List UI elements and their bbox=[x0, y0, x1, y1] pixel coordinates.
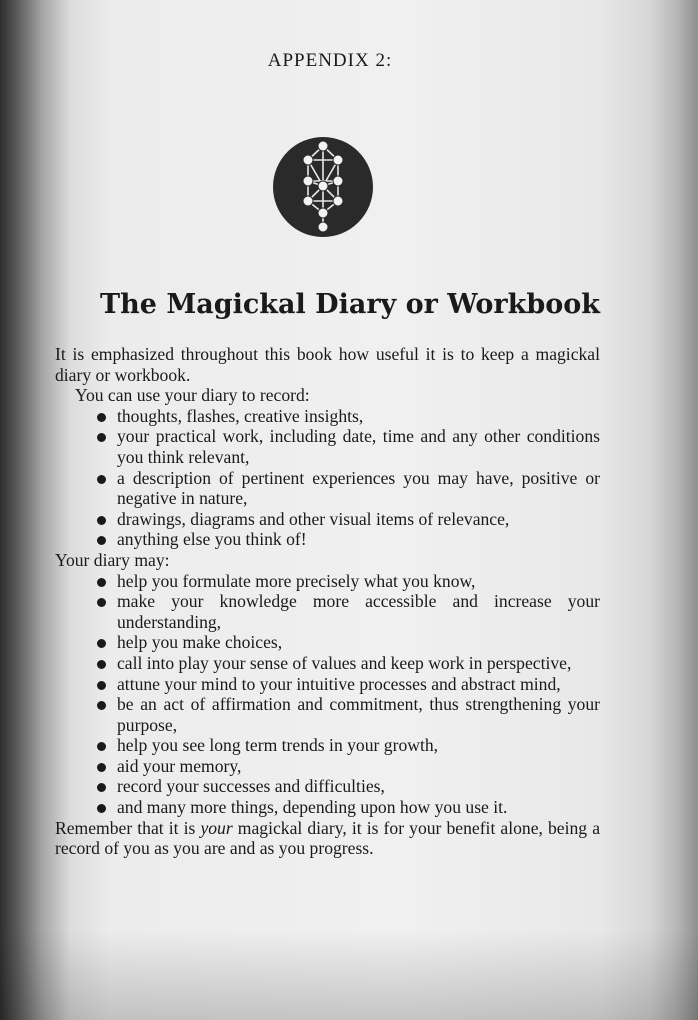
bullet-icon bbox=[97, 701, 106, 710]
tree-of-life-icon bbox=[272, 136, 374, 238]
record-lead: You can use your diary to record: bbox=[75, 385, 310, 406]
list-item: attune your mind to your intuitive processes and abstract mind, bbox=[117, 674, 600, 695]
list-item: your practical work, including date, time and any other conditions you think relevant, bbox=[117, 426, 600, 467]
page-title: The Magickal Diary or Workbook bbox=[100, 289, 600, 320]
bullet-icon bbox=[97, 660, 106, 669]
may-heading: Your diary may: bbox=[55, 549, 170, 570]
bullet-icon bbox=[97, 763, 106, 772]
list-item: help you make choices, bbox=[117, 632, 600, 653]
list-item: help you formulate more precisely what you know, bbox=[117, 571, 600, 592]
bullet-icon bbox=[97, 433, 106, 442]
body-text bbox=[55, 344, 600, 859]
list-item: record your successes and difficulties, bbox=[117, 776, 600, 797]
list-item: drawings, diagrams and other visual items of relevance, bbox=[117, 509, 600, 530]
list-item: anything else you think of! bbox=[117, 529, 600, 550]
bullet-icon bbox=[97, 639, 106, 648]
list-item: thoughts, flashes, creative insights, bbox=[117, 406, 600, 427]
list-item: make your knowledge more accessible and increase your understanding, bbox=[117, 591, 600, 632]
record-list bbox=[55, 406, 600, 550]
bullet-icon bbox=[97, 804, 106, 813]
list-item: a description of pertinent experiences you may have, positive or negative in nature, bbox=[117, 468, 600, 509]
bullet-icon bbox=[97, 516, 106, 525]
bullet-icon bbox=[97, 742, 106, 751]
emphasis-word: your bbox=[200, 817, 233, 838]
page-shadow bbox=[0, 930, 698, 1020]
intro-paragraph: It is emphasized throughout this book how useful it is to keep a magickal diary or workbook. bbox=[55, 344, 600, 385]
list-item: be an act of affirmation and commitment, thus strengthening your purpose, bbox=[117, 694, 600, 735]
bullet-icon bbox=[97, 681, 106, 690]
list-item: aid your memory, bbox=[117, 756, 600, 777]
bullet-icon bbox=[97, 536, 106, 545]
may-list bbox=[55, 571, 600, 818]
bullet-icon bbox=[97, 475, 106, 484]
list-item: call into play your sense of values and keep work in perspective, bbox=[117, 653, 600, 674]
list-item: and many more things, depending upon how you use it. bbox=[117, 797, 600, 818]
bullet-icon bbox=[97, 598, 106, 607]
appendix-heading: APPENDIX 2: bbox=[267, 50, 393, 71]
bullet-icon bbox=[97, 413, 106, 422]
bullet-icon bbox=[97, 783, 106, 792]
list-item: help you see long term trends in your growth, bbox=[117, 735, 600, 756]
bullet-icon bbox=[97, 578, 106, 587]
closing-paragraph: Remember that it is your magickal diary, it is for your benefit alone, being a record of you as you are and as you progress. bbox=[55, 817, 600, 859]
